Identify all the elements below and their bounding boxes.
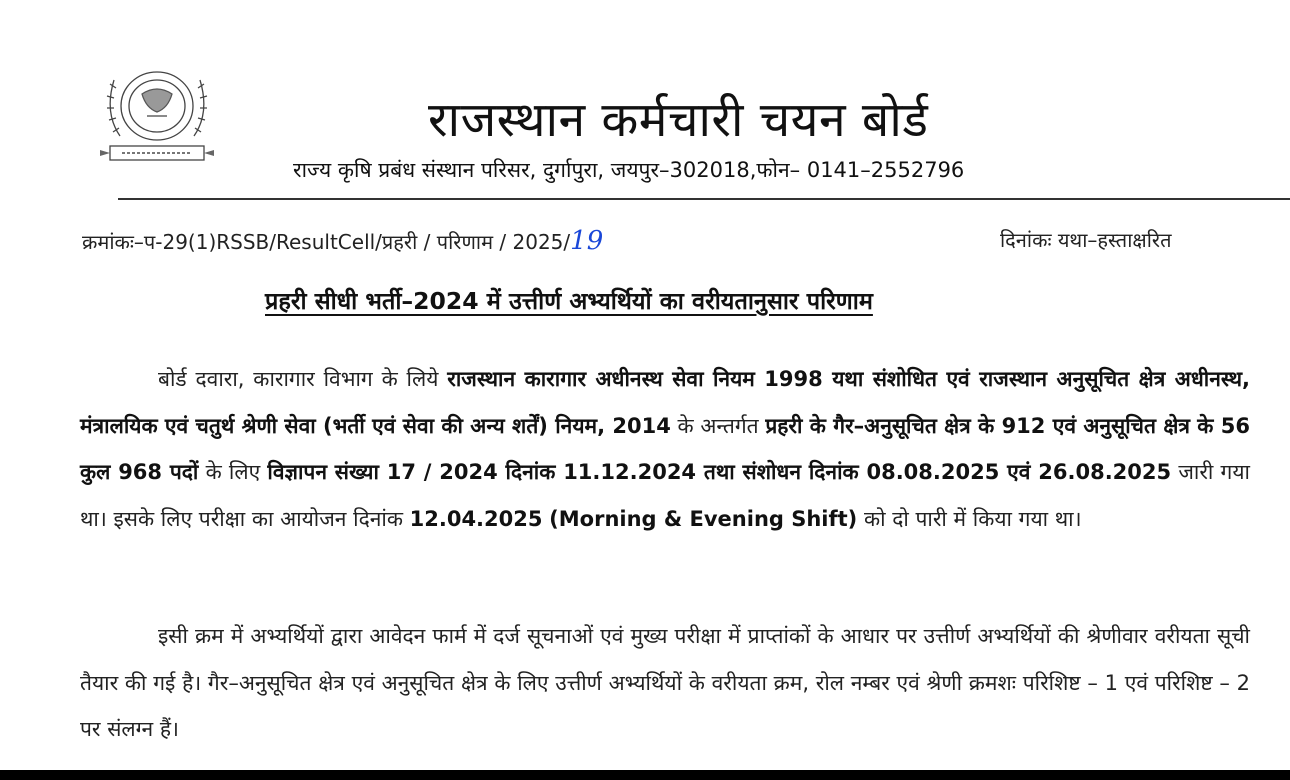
board-emblem-icon xyxy=(92,58,222,170)
organization-address: राज्य कृषि प्रबंध संस्थान परिसर, दुर्गापुरा, जयपुर–302018,फोन– 0141–2552796 xyxy=(293,158,965,182)
reference-number-text: क्रमांकः–प-29(1)RSSB/ResultCell/प्रहरी / परिणाम / 2025/ xyxy=(82,230,571,254)
body-paragraph-1: बोर्ड दवारा, कारागार विभाग के लिये राजस्थान कारागार अधीनस्थ सेवा नियम 1998 यथा संशोधित एवं राजस्थान अनुसूचित क्षेत्र अधीनस्थ, मंत्रालयिक एवं चतुर्थ श्रेणी सेवा (भर्ती एवं सेवा की अन्य शर्तें) नियम, 2014 के अन्तर्गत प्रहरी के गैर–अनुसूचित क्षेत्र के 912 एवं अनुसूचित क्षेत्र के 56 कुल 968 पदों के लिए विज्ञापन संख्या 17 / 2024 दिनांक 11.12.2024 तथा संशोधन दिनांक 08.08.2025 एवं 26.08.2025 जारी गया था। इसके लिए परीक्षा का आयोजन दिनांक 12.04.2025 (Morning & Evening Shift) को दो पारी में किया गया था। xyxy=(80,367,1250,532)
organization-name: राजस्थान कर्मचारी चयन बोर्ड xyxy=(428,92,929,148)
body-paragraph-2: इसी क्रम में अभ्यर्थियों द्वारा आवेदन फार्म में दर्ज सूचनाओं एवं मुख्य परीक्षा में प्राप्तांकों के आधार पर उत्तीर्ण अभ्यर्थियों की श्रेणीवार वरीयता सूची तैयार की गई है। गैर–अनुसूचित क्षेत्र एवं अनुसूचित क्षेत्र के लिए उत्तीर्ण अभ्यर्थियों के वरीयता क्रम, रोल नम्बर एवं श्रेणी क्रमशः परिशिष्ट – 1 एवं परिशिष्ट – 2 पर संलग्न हैं। xyxy=(80,624,1250,742)
document-title: प्रहरी सीधी भर्ती–2024 में उत्तीर्ण अभ्यर्थियों का वरीयतानुसार परिणाम xyxy=(265,287,873,315)
header-divider xyxy=(118,198,1290,200)
handwritten-number: 19 xyxy=(570,226,604,256)
date-label: दिनांकः यथा–हस्ताक्षरित xyxy=(1000,228,1172,252)
page-bottom-edge xyxy=(0,770,1290,780)
reference-number xyxy=(82,226,603,256)
